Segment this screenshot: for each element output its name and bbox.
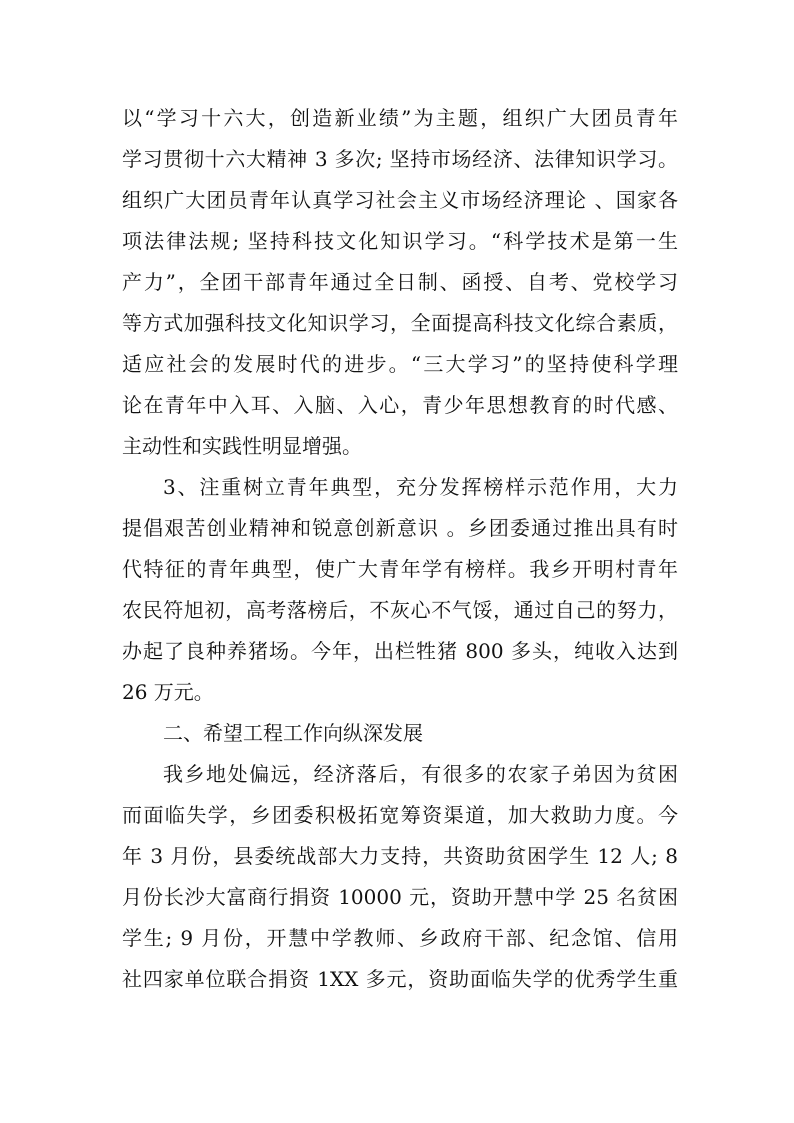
text-line: 提倡艰苦创业精神和锐意创新意识 。乡团委通过推出具有时 bbox=[122, 516, 678, 540]
text-line: 适应社会的发展时代的进步。“三大学习”的坚持使科学理 bbox=[122, 352, 678, 376]
text-line: 农民符旭初，高考落榜后，不灰心不气馁，通过自己的努力， bbox=[122, 598, 678, 622]
text-line: 以“学习十六大，创造新业绩”为主题，组织广大团员青年 bbox=[122, 106, 678, 130]
text-line: 我乡地处偏远，经济落后，有很多的农家子弟因为贫困 bbox=[163, 762, 678, 786]
body-text bbox=[122, 98, 678, 1000]
text-line: 产力”，全团干部青年通过全日制、函授、自考、党校学习 bbox=[122, 270, 678, 294]
text-line: 学习贯彻十六大精神 3 多次; 坚持市场经济、法律知识学习。 bbox=[122, 147, 678, 171]
text-line: 26 万元。 bbox=[122, 680, 214, 704]
text-line: 社四家单位联合捐资 1XX 多元，资助面临失学的优秀学生重 bbox=[122, 967, 678, 991]
text-line: 月份长沙大富商行捐资 10000 元，资助开慧中学 25 名贫困 bbox=[122, 885, 678, 909]
text-line: 项法律法规; 坚持科技文化知识学习。“科学技术是第一生 bbox=[122, 229, 678, 253]
text-line: 学生; 9 月份，开慧中学教师、乡政府干部、纪念馆、信用 bbox=[122, 926, 678, 950]
text-line: 而面临失学，乡团委积极拓宽筹资渠道，加大救助力度。今 bbox=[122, 803, 678, 827]
text-line: 等方式加强科技文化知识学习，全面提高科技文化综合素质， bbox=[122, 311, 678, 335]
text-line: 主动性和实践性明显增强。 bbox=[122, 434, 362, 458]
text-line: 代特征的青年典型，使广大青年学有榜样。我乡开明村青年 bbox=[122, 557, 678, 581]
numbered-item-heading: 3、注重树立青年典型，充分发挥榜样示范作用，大力 bbox=[163, 475, 678, 499]
text-line: 办起了良种养猪场。今年，出栏牲猪 800 多头，纯收入达到 bbox=[122, 639, 678, 663]
text-line: 论在青年中入耳、入脑、入心，青少年思想教育的时代感、 bbox=[122, 393, 678, 417]
text-line: 组织广大团员青年认真学习社会主义市场经济理论 、国家各 bbox=[122, 188, 678, 212]
section-heading: 二、希望工程工作向纵深发展 bbox=[163, 721, 423, 745]
text-line: 年 3 月份，县委统战部大力支持，共资助贫困学生 12 人; 8 bbox=[122, 844, 678, 868]
